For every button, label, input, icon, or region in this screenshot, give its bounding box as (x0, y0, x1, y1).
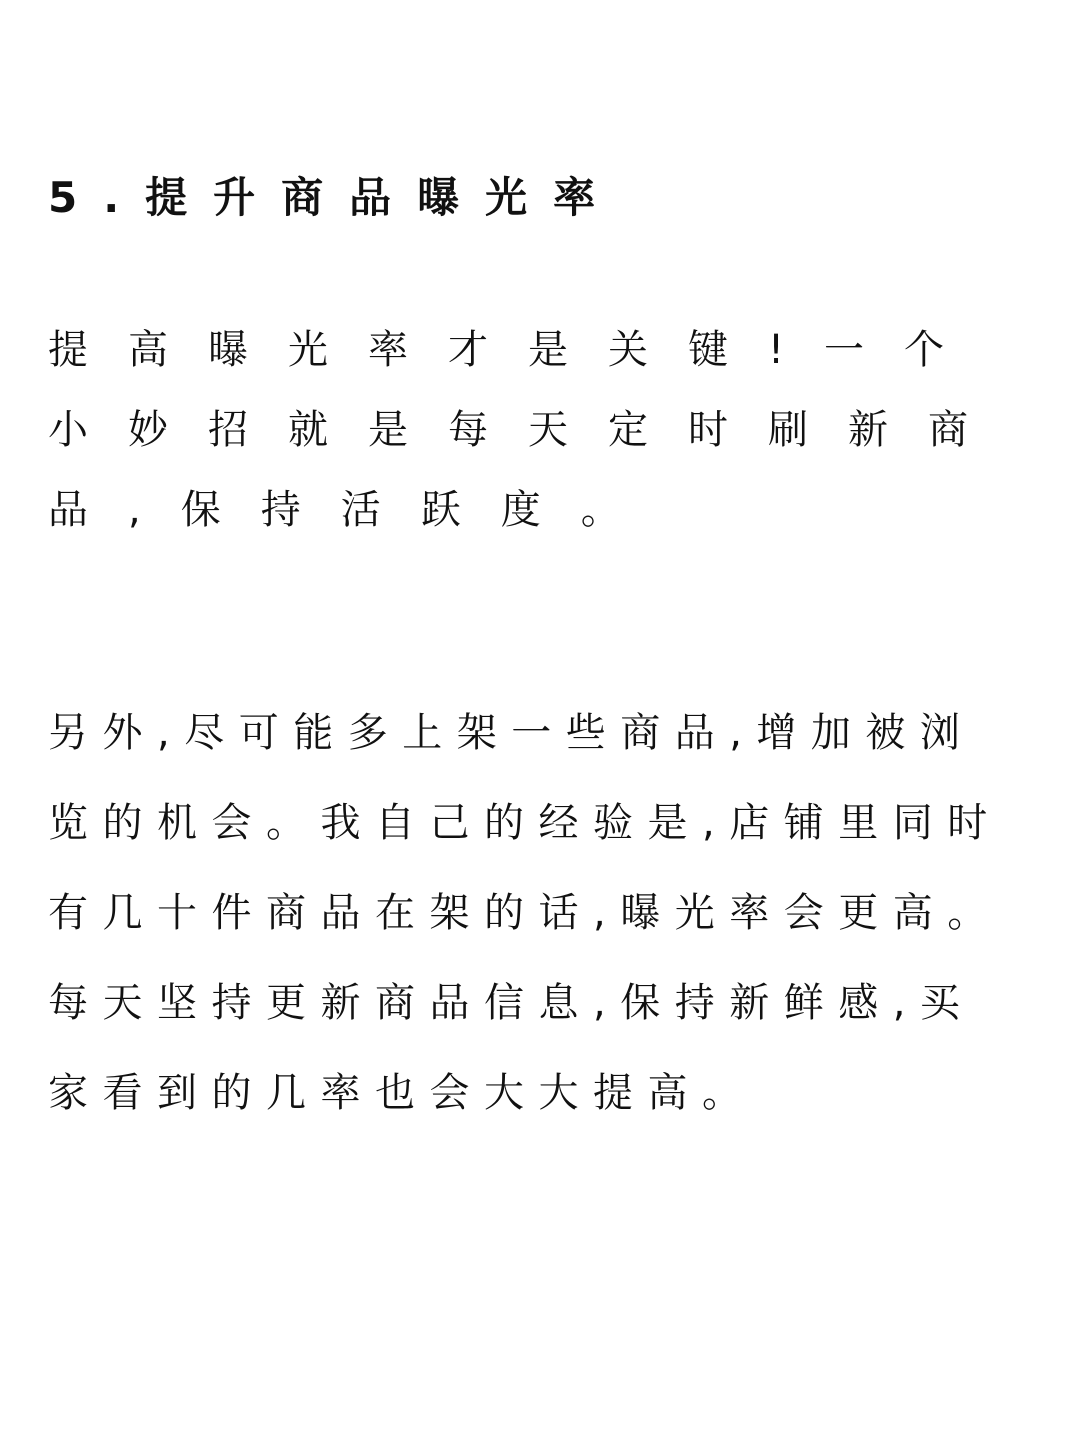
intro-line: 品,保持活跃度。 (48, 487, 661, 533)
body-line: 另外,尽可能多上架一些商品,增加被浏 (48, 710, 975, 756)
body-line: 每天坚持更新商品信息,保持新鲜感,买 (48, 980, 975, 1026)
section-heading: 5.提升商品曝光率 (48, 173, 622, 222)
body-line: 家看到的几率也会大大提高。 (48, 1070, 757, 1116)
body-paragraph (48, 688, 1038, 1138)
body-line: 览的机会。我自己的经验是,店铺里同时 (48, 800, 1002, 846)
intro-paragraph (48, 310, 1008, 550)
body-line: 有几十件商品在架的话,曝光率会更高。 (48, 890, 1002, 936)
intro-line: 提高曝光率才是关键!一个 (48, 327, 985, 373)
intro-line: 小妙招就是每天定时刷新商 (48, 407, 1008, 453)
